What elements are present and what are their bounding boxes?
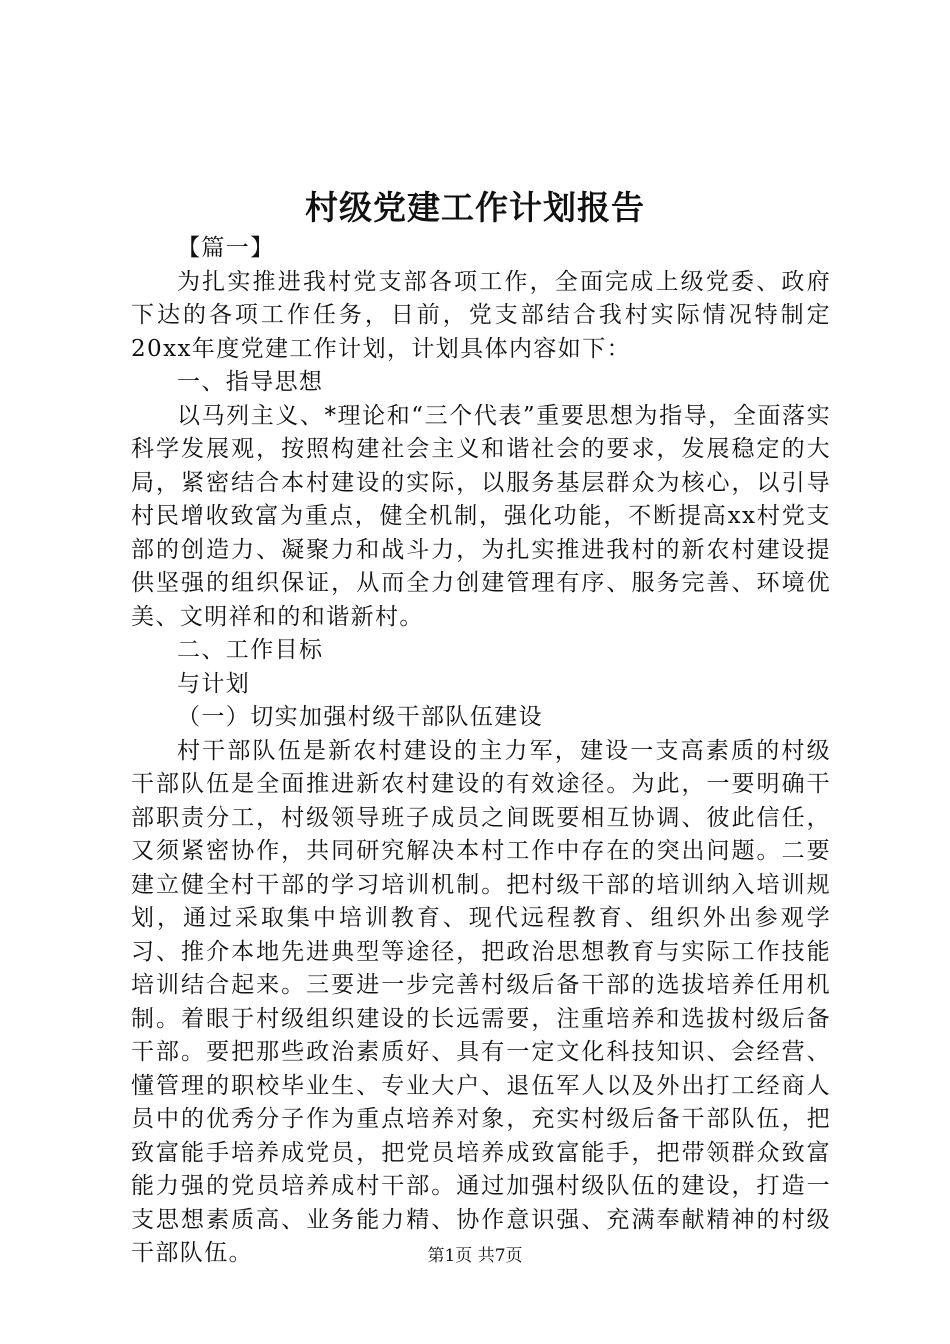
cadre-team-paragraph: 村干部队伍是新农村建设的主力军，建设一支高素质的村级干部队伍是全面推进新农村建设的有效途径。为此，一要明确干部职责分工，村级领导班子成员之间既要相互协调、彼此信任，又须紧密协作，共同研究解决本村工作中存在的突出问题。二要建立健全村干部的学习培训机制。把村级干部的培训纳入培训规划，通过采取集中培训教育、现代远程教育、组织外出参观学习、推介本地先进典型等途径，把政治思想教育与实际工作技能培训结合起来。三要进一步完善村级后备干部的选拔培养任用机制。着眼于村级组织建设的长远需要，注重培养和选拔村级后备干部。要把那些政治素质好、具有一定文化科技知识、会经营、懂管理的职校毕业生、专业大户、退伍军人以及外出打工经商人员中的优秀分子作为重点培养对象，充实村级后备干部队伍，把致富能手培养成党员，把党员培养成致富能手，把带领群众致富能力强的党员培养成村干部。通过加强村级队伍的建设，打造一支思想素质高、业务能力精、协作意识强、充满奉献精神的村级干部队伍。 [131,737,831,1266]
document-title: 村级党建工作计划报告 [305,188,645,227]
intro-paragraph: 为扎实推进我村党支部各项工作，全面完成上级党委、政府下达的各项工作任务，日前，党支部结合我村实际情况特制定20xx年度党建工作计划，计划具体内容如下： [131,268,831,362]
heading-work-goals-continued: 与计划 [177,670,251,697]
page-number-footer: 第1页 共7页 [427,1246,523,1266]
guiding-ideology-paragraph: 以马列主义、*理论和“三个代表”重要思想为指导，全面落实科学发展观，按照构建社会主义和谐社会的要求，发展稳定的大局，紧密结合本村建设的实际，以服务基层群众为核心，以引导村民增收致富为重点，健全机制，强化功能，不断提高xx村党支部的创造力、凝聚力和战斗力，为扎实推进我村的新农村建设提供坚强的组织保证，从而全力创建管理有序、服务完善、环境优美、文明祥和的和谐新村。 [131,402,831,630]
heading-guiding-ideology: 一、指导思想 [177,369,324,395]
section-label: 【篇一】 [177,235,275,261]
subheading-cadre-team: （一）切实加强村级干部队伍建设 [177,704,543,730]
document-body [131,232,831,1271]
heading-work-goals: 二、工作目标 [177,637,324,663]
